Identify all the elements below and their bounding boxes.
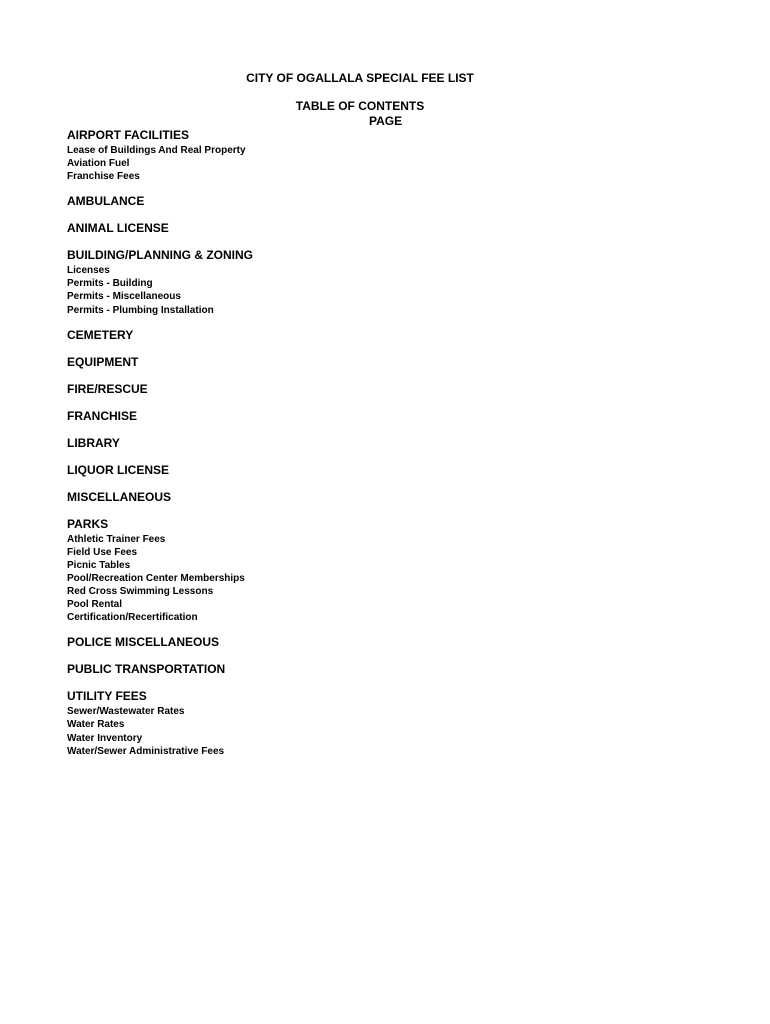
toc-section-fire-rescue xyxy=(67,381,667,398)
toc-section-list xyxy=(67,127,667,768)
page-column-heading: PAGE xyxy=(369,114,403,128)
toc-section-airport-facilities xyxy=(67,127,667,183)
toc-section-title: PUBLIC TRANSPORTATION xyxy=(67,662,226,677)
document-title: CITY OF OGALLALA SPECIAL FEE LIST xyxy=(246,71,474,85)
toc-section-library xyxy=(67,435,667,452)
toc-subitem: Field Use Fees xyxy=(67,546,138,558)
toc-section-franchise xyxy=(67,408,667,425)
toc-subitem: Red Cross Swimming Lessons xyxy=(67,586,214,598)
toc-section-title: FIRE/RESCUE xyxy=(67,381,148,396)
toc-subitem: Sewer/Wastewater Rates xyxy=(67,706,185,718)
toc-subitem-list xyxy=(67,705,667,757)
toc-subitem: Water Inventory xyxy=(67,732,143,744)
toc-section-miscellaneous xyxy=(67,489,667,506)
toc-section-title: POLICE MISCELLANEOUS xyxy=(67,635,220,650)
toc-subitem: Water/Sewer Administrative Fees xyxy=(67,745,225,757)
toc-section-title: UTILITY FEES xyxy=(67,689,147,704)
toc-section-title: MISCELLANEOUS xyxy=(67,489,172,504)
toc-section-ambulance xyxy=(67,193,667,210)
toc-subitem-list xyxy=(67,144,667,183)
toc-subitem: Aviation Fuel xyxy=(67,158,130,170)
toc-subitem: Picnic Tables xyxy=(67,559,131,571)
toc-section-cemetery xyxy=(67,327,667,344)
toc-subitem: Permits - Miscellaneous xyxy=(67,291,181,303)
toc-subitem: Pool Rental xyxy=(67,599,123,611)
toc-subitem-list xyxy=(67,264,667,316)
toc-heading: TABLE OF CONTENTS xyxy=(295,99,425,113)
toc-section-title: FRANCHISE xyxy=(67,408,138,423)
toc-section-title: AIRPORT FACILITIES xyxy=(67,128,190,142)
toc-section-title: BUILDING/PLANNING & ZONING xyxy=(67,248,253,263)
toc-subitem: Licenses xyxy=(67,265,110,277)
toc-section-liquor-license xyxy=(67,462,667,479)
toc-section-public-transportation xyxy=(67,661,667,678)
toc-subitem-list xyxy=(67,533,667,625)
toc-subitem: Pool/Recreation Center Memberships xyxy=(67,572,245,584)
toc-section-animal-license xyxy=(67,220,667,237)
toc-section-police-miscellaneous xyxy=(67,634,667,651)
toc-section-utility-fees xyxy=(67,688,667,757)
toc-section-title: LIQUOR LICENSE xyxy=(67,462,170,477)
toc-section-title: AMBULANCE xyxy=(67,194,145,209)
toc-section-title: EQUIPMENT xyxy=(67,354,139,369)
toc-subitem: Franchise Fees xyxy=(67,171,140,183)
toc-subitem: Athletic Trainer Fees xyxy=(67,533,166,545)
toc-section-title: ANIMAL LICENSE xyxy=(67,221,169,236)
toc-subitem: Permits - Building xyxy=(67,278,153,290)
toc-section-title: CEMETERY xyxy=(67,327,134,342)
toc-subitem: Permits - Plumbing Installation xyxy=(67,304,214,316)
toc-section-title: PARKS xyxy=(67,516,109,531)
toc-section-title: LIBRARY xyxy=(67,435,120,450)
toc-section-building-planning-zoning xyxy=(67,247,667,316)
toc-section-equipment xyxy=(67,354,667,371)
toc-subitem: Lease of Buildings And Real Property xyxy=(67,145,246,156)
toc-subitem: Certification/Recertification xyxy=(67,612,198,624)
toc-subitem: Water Rates xyxy=(67,719,125,731)
toc-section-parks xyxy=(67,516,667,625)
